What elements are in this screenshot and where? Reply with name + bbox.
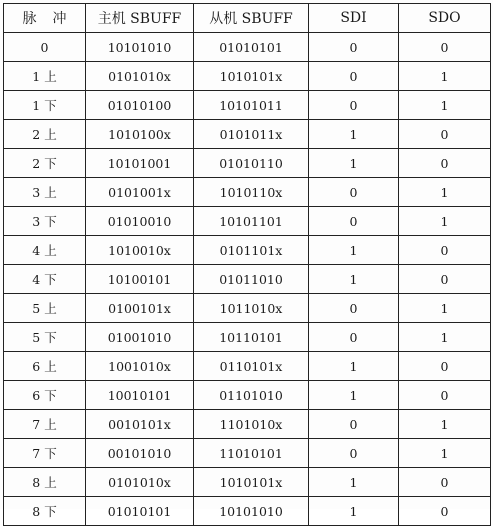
- cell-sdo: 0: [399, 352, 491, 381]
- header-slave-sbuff: 从机 SBUFF: [194, 4, 309, 33]
- cell-slave-sbuff: 1010110x: [194, 178, 309, 207]
- header-sdo: SDO: [399, 4, 491, 33]
- cell-sdi: 1: [309, 265, 399, 294]
- cell-pulse: 2 上: [4, 120, 86, 149]
- header-master-sbuff: 主机 SBUFF: [86, 4, 194, 33]
- cell-master-sbuff: 0100101x: [86, 294, 194, 323]
- table-row: [4, 33, 491, 62]
- cell-pulse: 3 下: [4, 207, 86, 236]
- cell-sdi: 0: [309, 62, 399, 91]
- header-pulse-char-1: 脉: [22, 11, 37, 27]
- cell-sdi: 0: [309, 178, 399, 207]
- cell-sdo: 0: [399, 265, 491, 294]
- cell-pulse: 1 下: [4, 91, 86, 120]
- table-body: [4, 33, 491, 526]
- cell-master-sbuff: 10100101: [86, 265, 194, 294]
- cell-slave-sbuff: 0101011x: [194, 120, 309, 149]
- cell-master-sbuff: 00101010: [86, 439, 194, 468]
- cell-master-sbuff: 01010100: [86, 91, 194, 120]
- table-row: [4, 236, 491, 265]
- cell-master-sbuff: 01010101: [86, 497, 194, 526]
- cell-slave-sbuff: 01011010: [194, 265, 309, 294]
- cell-sdo: 1: [399, 323, 491, 352]
- cell-master-sbuff: 01001010: [86, 323, 194, 352]
- table-row: [4, 439, 491, 468]
- cell-slave-sbuff: 10101010: [194, 497, 309, 526]
- header-pulse-char-2: 冲: [52, 11, 67, 27]
- cell-pulse: 0: [4, 33, 86, 62]
- cell-master-sbuff: 0101001x: [86, 178, 194, 207]
- cell-master-sbuff: 1010010x: [86, 236, 194, 265]
- cell-sdi: 1: [309, 352, 399, 381]
- cell-master-sbuff: 10010101: [86, 381, 194, 410]
- table-row: [4, 91, 491, 120]
- cell-slave-sbuff: 01010101: [194, 33, 309, 62]
- cell-slave-sbuff: 10101011: [194, 91, 309, 120]
- cell-sdi: 1: [309, 381, 399, 410]
- cell-sdi: 1: [309, 497, 399, 526]
- table-row: [4, 265, 491, 294]
- header-row: [4, 4, 491, 33]
- cell-pulse: 7 上: [4, 410, 86, 439]
- cell-pulse: 1 上: [4, 62, 86, 91]
- table-row: [4, 62, 491, 91]
- cell-sdo: 0: [399, 149, 491, 178]
- cell-sdi: 0: [309, 207, 399, 236]
- cell-master-sbuff: 01010010: [86, 207, 194, 236]
- cell-pulse: 2 下: [4, 149, 86, 178]
- cell-sdi: 0: [309, 294, 399, 323]
- cell-slave-sbuff: 01101010: [194, 381, 309, 410]
- cell-sdo: 1: [399, 178, 491, 207]
- cell-pulse: 7 下: [4, 439, 86, 468]
- cell-sdi: 0: [309, 33, 399, 62]
- cell-pulse: 6 下: [4, 381, 86, 410]
- table-row: [4, 323, 491, 352]
- spi-shift-table: [3, 3, 491, 526]
- cell-slave-sbuff: 0110101x: [194, 352, 309, 381]
- cell-sdi: 1: [309, 468, 399, 497]
- cell-sdi: 0: [309, 410, 399, 439]
- cell-pulse: 5 上: [4, 294, 86, 323]
- table-row: [4, 381, 491, 410]
- cell-sdi: 0: [309, 91, 399, 120]
- cell-pulse: 6 上: [4, 352, 86, 381]
- cell-sdo: 0: [399, 33, 491, 62]
- cell-slave-sbuff: 10110101: [194, 323, 309, 352]
- cell-sdo: 1: [399, 439, 491, 468]
- cell-master-sbuff: 10101001: [86, 149, 194, 178]
- cell-pulse: 4 上: [4, 236, 86, 265]
- table-row: [4, 352, 491, 381]
- cell-slave-sbuff: 1101010x: [194, 410, 309, 439]
- cell-pulse: 5 下: [4, 323, 86, 352]
- table-row: [4, 178, 491, 207]
- cell-slave-sbuff: 0101101x: [194, 236, 309, 265]
- cell-sdi: 1: [309, 149, 399, 178]
- cell-sdo: 0: [399, 497, 491, 526]
- cell-master-sbuff: 0101010x: [86, 468, 194, 497]
- cell-sdi: 0: [309, 323, 399, 352]
- cell-sdo: 1: [399, 91, 491, 120]
- cell-pulse: 8 上: [4, 468, 86, 497]
- cell-sdo: 0: [399, 468, 491, 497]
- cell-sdi: 1: [309, 120, 399, 149]
- cell-sdo: 1: [399, 410, 491, 439]
- table-row: [4, 497, 491, 526]
- cell-master-sbuff: 10101010: [86, 33, 194, 62]
- table-row: [4, 120, 491, 149]
- cell-sdi: 0: [309, 439, 399, 468]
- cell-slave-sbuff: 11010101: [194, 439, 309, 468]
- cell-sdi: 1: [309, 236, 399, 265]
- header-sdi: SDI: [309, 4, 399, 33]
- cell-slave-sbuff: 1011010x: [194, 294, 309, 323]
- table-row: [4, 410, 491, 439]
- cell-pulse: 8 下: [4, 497, 86, 526]
- cell-master-sbuff: 0010101x: [86, 410, 194, 439]
- cell-sdo: 0: [399, 120, 491, 149]
- cell-slave-sbuff: 1010101x: [194, 468, 309, 497]
- cell-master-sbuff: 1001010x: [86, 352, 194, 381]
- cell-master-sbuff: 0101010x: [86, 62, 194, 91]
- table-row: [4, 468, 491, 497]
- cell-slave-sbuff: 1010101x: [194, 62, 309, 91]
- cell-sdo: 1: [399, 207, 491, 236]
- cell-slave-sbuff: 01010110: [194, 149, 309, 178]
- header-pulse: [4, 4, 86, 33]
- cell-pulse: 3 上: [4, 178, 86, 207]
- cell-pulse: 4 下: [4, 265, 86, 294]
- table-row: [4, 149, 491, 178]
- cell-master-sbuff: 1010100x: [86, 120, 194, 149]
- table-row: [4, 207, 491, 236]
- cell-sdo: 1: [399, 294, 491, 323]
- cell-sdo: 0: [399, 381, 491, 410]
- cell-slave-sbuff: 10101101: [194, 207, 309, 236]
- table-row: [4, 294, 491, 323]
- cell-sdo: 0: [399, 236, 491, 265]
- cell-sdo: 1: [399, 62, 491, 91]
